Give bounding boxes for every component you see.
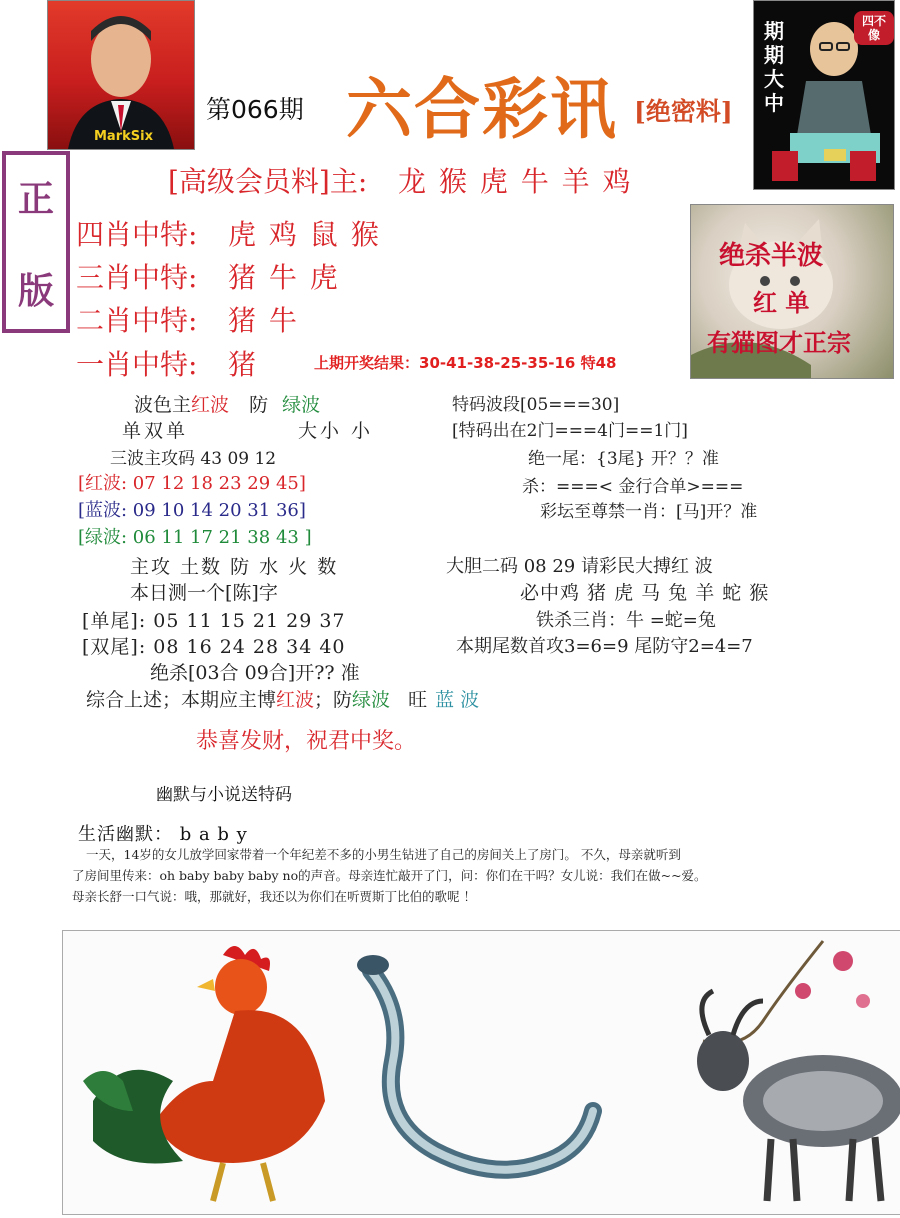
cartoon-badge: 四不像: [854, 11, 894, 45]
animal-illustration-panel: [62, 930, 900, 1215]
tail-attack-defense: 本期尾数首攻3=6=9 尾防守2=4=7: [456, 636, 753, 657]
badge-char-1: 正: [18, 178, 55, 220]
red-wave-numbers: [红波: 07 12 18 23 29 45]: [78, 473, 306, 494]
snake-illustration: [357, 955, 593, 1170]
badge-char-2: 版: [18, 270, 55, 312]
pick-three-label: 三肖中特:: [76, 261, 198, 294]
issue-number: 第066期: [206, 95, 304, 124]
summary-red: 红波: [276, 689, 315, 711]
cartoon-vertical-text: 期期大中: [764, 19, 784, 115]
kill-combo: 绝杀[03合 09合]开?? 准: [150, 662, 360, 684]
cartoon-mascot-image: [753, 0, 895, 190]
host-portrait-photo: [47, 0, 195, 150]
pick-two-label: 二肖中特:: [76, 304, 198, 337]
pick-two-values: 猪 牛: [228, 304, 299, 337]
wave-main-red: 红波: [191, 394, 230, 416]
story-title: 生活幽默： b a b y: [78, 824, 248, 845]
summary-part-c: ；防: [314, 689, 353, 711]
kill-one-tail: 绝一尾：{3尾} 开？？准: [528, 449, 719, 469]
authentic-edition-badge: [2, 151, 70, 333]
double-tail-numbers: [双尾]: 08 16 24 28 34 40: [82, 636, 346, 658]
page-subtitle: [绝密料]: [634, 97, 733, 126]
special-code-door: [特码出在2门===4门==1门]: [452, 421, 688, 441]
story-line-2: 了房间里传来：oh baby baby baby no的声音。母亲连忙敲开了门，问：你们在干吗？女儿说：我们在做~~爱。: [72, 868, 707, 883]
cat-box-line-2: 红 单: [753, 289, 810, 317]
rooster-illustration: [83, 946, 325, 1201]
char-test-today: 本日测一个[陈]字: [130, 582, 278, 604]
odd-even-pick: 单双单: [122, 420, 189, 442]
summary-line: [86, 685, 479, 712]
pick-three-values: 猪 牛 虎: [228, 261, 340, 294]
pick-four-label: 四肖中特:: [76, 218, 198, 251]
wave-guard-green: 绿波: [282, 394, 321, 416]
member-picks-label: [高级会员料]主:: [168, 165, 368, 198]
cat-box-line-3: 有猫图才正宗: [707, 329, 851, 357]
must-hit-signs: 必中鸡 猪 虎 马 兔 羊 蛇 猴: [520, 582, 770, 604]
wave-main-text: 波色主: [134, 394, 192, 416]
main-attack-elements: 主攻 土数 防 水 火 数: [130, 556, 339, 578]
green-wave-numbers: [绿波: 06 11 17 21 38 43 ]: [78, 527, 312, 548]
big-small-pick: 大小 小: [298, 420, 374, 442]
congrats-line: 恭喜发财，祝君中奖。: [196, 729, 417, 754]
summary-green: 绿波: [352, 689, 391, 711]
wave-guard-text: 防: [249, 394, 269, 416]
pick-four-values: 虎 鸡 鼠 猴: [228, 218, 381, 251]
page-title: 六合彩讯: [346, 70, 618, 148]
blue-wave-numbers: [蓝波: 09 10 14 20 31 36]: [78, 500, 306, 521]
goat-illustration: [697, 941, 900, 1201]
wave-main-label: [134, 390, 320, 417]
special-code-range: 特码波段[05===30]: [452, 395, 620, 415]
summary-blue: 蓝 波: [435, 689, 480, 711]
bold-two-codes: 大胆二码 08 29 请彩民大搏红 波: [446, 556, 713, 577]
iron-kill-three: 铁杀三肖：牛 =蛇=兔: [536, 610, 716, 631]
story-line-3: 母亲长舒一口气说：哦，那就好，我还以为你们在听贾斯丁比伯的歌呢 ！: [72, 889, 476, 904]
story-heading: 幽默与小说送特码: [156, 785, 292, 805]
single-tail-numbers: [单尾]: 05 11 15 21 29 37: [82, 610, 346, 632]
marksix-logo: MarkSix: [94, 129, 153, 144]
three-wave-attack: 三波主攻码 43 09 12: [110, 449, 277, 469]
member-picks-values: 龙 猴 虎 牛 羊 鸡: [398, 165, 633, 198]
pick-one-values: 猪: [228, 348, 257, 381]
cat-image-box: [690, 204, 894, 379]
story-line-1: 一天，14岁的女儿放学回家带着一个年纪差不多的小男生钻进了自己的房间关上了房门。 不久，母亲就听到: [86, 847, 681, 862]
cat-box-line-1: 绝杀半波: [719, 241, 824, 271]
summary-part-e: 旺: [408, 689, 428, 711]
summary-part-a: 综合上述；本期应主博: [86, 689, 277, 711]
forbid-one-sign: 彩坛至尊禁一肖：[马]开？准: [540, 502, 758, 522]
last-draw-result: 上期开奖结果：30-41-38-25-35-16 特48: [314, 354, 617, 372]
kill-metal-combo: 杀：===< 金行合单>===: [522, 477, 744, 497]
pick-one-label: 一肖中特:: [76, 348, 198, 381]
